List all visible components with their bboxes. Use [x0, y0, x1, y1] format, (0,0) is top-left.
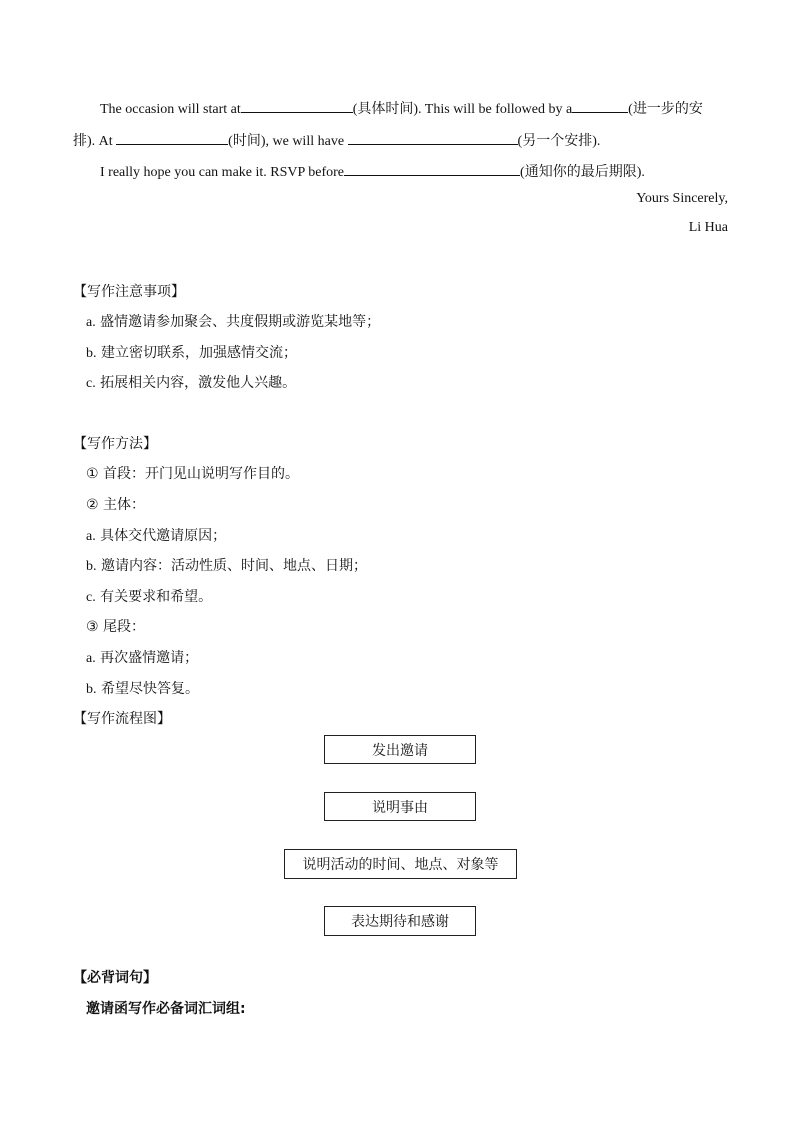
list-item [86, 372, 296, 392]
list-text: 希望尽快答复。 [100, 681, 199, 697]
letter-signature: Li Hua [688, 220, 728, 235]
list-item [86, 586, 212, 606]
list-marker: a. [86, 651, 96, 666]
section-heading-flowchart: 【写作流程图】 [73, 711, 171, 727]
list-text: 拓展相关内容，激发他人兴趣。 [100, 375, 297, 391]
list-marker: b. [86, 346, 97, 361]
section-heading-method: 【写作方法】 [73, 436, 157, 452]
list-item [86, 678, 199, 698]
letter-line-2 [73, 130, 600, 150]
list-item [86, 647, 198, 667]
list-item [86, 342, 297, 362]
list-text: 建立密切联系，加强感情交流； [100, 345, 297, 361]
step-marker: ② [86, 497, 99, 513]
method-step [86, 616, 145, 636]
letter-line-3 [100, 161, 645, 181]
letter-text: 排). At [73, 134, 117, 149]
flowchart-box-3: 说明活动的时间、地点、对象等 [284, 849, 517, 879]
letter-text: The occasion will start at [100, 102, 241, 117]
section-heading-notes: 【写作注意事项】 [73, 284, 185, 300]
list-item [86, 311, 380, 331]
list-item [86, 555, 367, 575]
list-marker: c. [86, 376, 96, 391]
list-text: 盛情邀请参加聚会、共度假期或游览某地等； [100, 314, 381, 330]
flowchart-box-4: 表达期待和感谢 [324, 906, 476, 936]
method-step [86, 494, 145, 514]
flowchart-box-2: 说明事由 [324, 792, 476, 821]
step-marker: ③ [86, 619, 99, 635]
letter-text: (另一个安排). [517, 134, 601, 149]
list-item [86, 525, 226, 545]
blank-line [348, 132, 518, 145]
list-marker: c. [86, 590, 96, 605]
list-text: 具体交代邀请原因； [100, 528, 227, 544]
step-text: 主体： [103, 497, 146, 513]
letter-text: (时间), we will have [228, 134, 348, 149]
list-text: 再次盛情邀请； [100, 650, 199, 666]
list-marker: b. [86, 682, 97, 697]
blank-line [572, 100, 628, 113]
list-marker: a. [86, 529, 96, 544]
subheading-vocabulary: 邀请函写作必备词汇词组: [86, 1001, 246, 1017]
blank-line [116, 132, 228, 145]
list-marker: b. [86, 559, 97, 574]
step-text: 尾段： [103, 619, 146, 635]
list-text: 有关要求和希望。 [100, 589, 213, 605]
letter-text: (具体时间). This will be followed by a [352, 102, 573, 117]
list-marker: a. [86, 315, 96, 330]
letter-text: I really hope you can make it. RSVP before [100, 165, 345, 180]
blank-line [344, 163, 520, 176]
step-marker: ① [86, 466, 99, 482]
blank-line [241, 100, 353, 113]
step-text: 首段：开门见山说明写作目的。 [103, 466, 300, 482]
method-step [86, 463, 299, 483]
letter-text: (通知你的最后期限). [520, 165, 645, 180]
list-text: 邀请内容：活动性质、时间、地点、日期； [100, 558, 367, 574]
letter-text: (进一步的安 [628, 102, 703, 117]
letter-line-1 [100, 98, 703, 118]
flowchart-box-1: 发出邀请 [324, 735, 476, 764]
letter-closing: Yours Sincerely, [636, 191, 728, 206]
section-heading-must-memorize: 【必背词句】 [73, 970, 157, 986]
